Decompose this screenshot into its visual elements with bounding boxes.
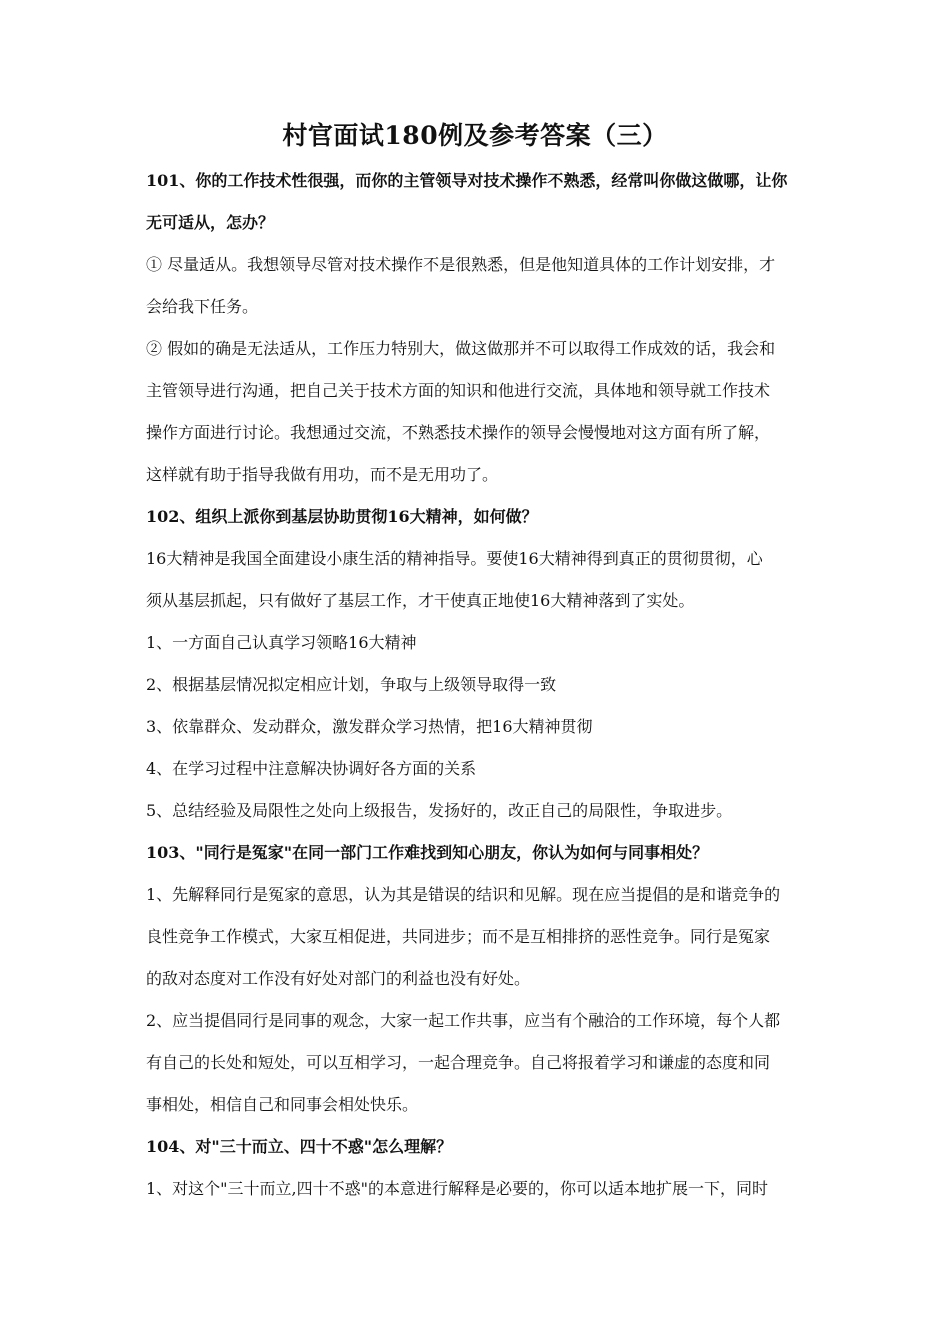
answer-line: 操作方面进行讨论。我想通过交流，不熟悉技术操作的领导会慢慢地对这方面有所了解， (146, 423, 771, 442)
answer-line: 有自己的长处和短处，可以互相学习，一起合理竞争。自己将报着学习和谦虚的态度和同 (146, 1053, 771, 1072)
answer-line: 2、根据基层情况拟定相应计划，争取与上级领导取得一致 (146, 675, 557, 694)
answer-line: 主管领导进行沟通，把自己关于技术方面的知识和他进行交流，具体地和领导就工作技术 (146, 381, 771, 400)
answer-line: 须从基层抓起，只有做好了基层工作，才干使真正地使16大精神落到了实处。 (146, 591, 695, 610)
answer-line: 3、依靠群众、发动群众，激发群众学习热情，把16大精神贯彻 (146, 717, 593, 736)
question-line: 102、组织上派你到基层协助贯彻16大精神，如何做？ (146, 507, 538, 526)
document-body (146, 160, 810, 1210)
question-line: 101、你的工作技术性很强，而你的主管领导对技术操作不熟悉，经常叫你做这做哪，让你 (146, 171, 788, 190)
answer-line: 事相处，相信自己和同事会相处快乐。 (146, 1095, 419, 1114)
question-line: 104、对"三十而立、四十不惑"怎么理解？ (146, 1137, 453, 1156)
answer-line: ② 假如的确是无法适从，工作压力特别大，做这做那并不可以取得工作成效的话，我会和 (146, 339, 776, 358)
answer-line: ① 尽量适从。我想领导尽管对技术操作不是很熟悉，但是他知道具体的工作计划安排，才 (146, 255, 776, 274)
answer-line: 4、在学习过程中注意解决协调好各方面的关系 (146, 759, 477, 778)
answer-line: 的敌对态度对工作没有好处对部门的利益也没有好处。 (146, 969, 531, 988)
answer-line: 1、先解释同行是冤家的意思，认为其是错误的结识和见解。现在应当提倡的是和谐竞争的 (146, 885, 781, 904)
document-title: 村官面试180例及参考答案（三） (282, 121, 668, 150)
question-line: 103、"同行是冤家"在同一部门工作难找到知心朋友，你认为如何与同事相处？ (146, 843, 709, 862)
answer-line: 2、应当提倡同行是同事的观念，大家一起工作共事，应当有个融洽的工作环境，每个人都 (146, 1011, 781, 1030)
answer-line: 会给我下任务。 (146, 297, 259, 316)
answer-line: 1、一方面自己认真学习领略16大精神 (146, 633, 417, 652)
question-line: 无可适从，怎办？ (146, 213, 275, 232)
answer-line: 16大精神是我国全面建设小康生活的精神指导。要使16大精神得到真正的贯彻贯彻，心 (146, 549, 763, 568)
answer-line: 1、对这个"三十而立,四十不惑"的本意进行解释是必要的，你可以适本地扩展一下，同时 (146, 1179, 768, 1198)
answer-line: 这样就有助于指导我做有用功，而不是无用功了。 (146, 465, 499, 484)
answer-line: 5、总结经验及局限性之处向上级报告，发扬好的，改正自己的局限性，争取进步。 (146, 801, 733, 820)
answer-line: 良性竞争工作模式，大家互相促进，共同进步；而不是互相排挤的恶性竞争。同行是冤家 (146, 927, 771, 946)
